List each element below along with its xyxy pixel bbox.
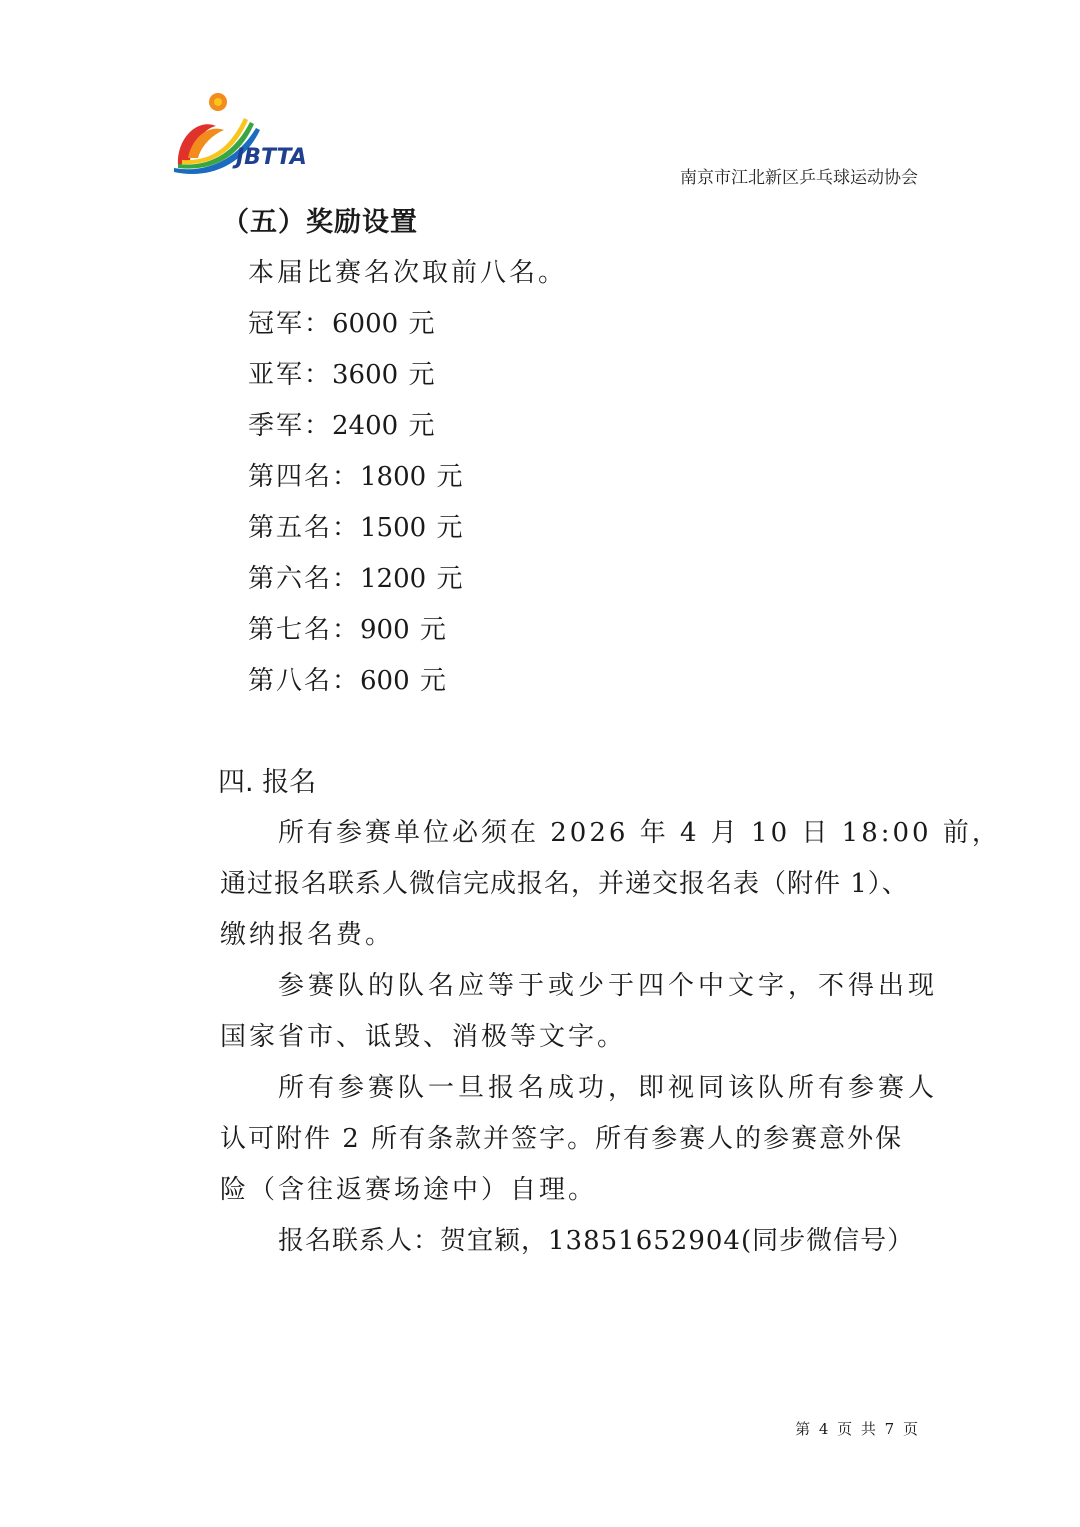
award-unit: 元 — [426, 513, 465, 543]
registration-contact: 报名联系人：贺宜颖，13851652904(同步微信号） — [278, 1226, 915, 1256]
award-unit: 元 — [398, 411, 437, 441]
award-item — [248, 660, 448, 697]
award-unit: 元 — [409, 615, 448, 645]
paragraph-line: 所有参赛单位必须在 2026 年 4 月 10 日 18:00 前， — [278, 818, 1001, 848]
paragraph-line: 参赛队的队名应等于或少于四个中文字，不得出现 — [278, 971, 939, 1001]
award-amount: 1200 — [360, 564, 427, 594]
award-amount: 1500 — [360, 513, 427, 543]
award-item — [248, 507, 464, 544]
award-rank: 亚军： — [248, 360, 333, 390]
award-unit: 元 — [426, 564, 465, 594]
award-rank: 第四名： — [248, 462, 361, 492]
paragraph-line: 通过报名联系人微信完成报名，并递交报名表（附件 1）、 — [220, 869, 909, 899]
organization-name: 南京市江北新区乒乓球运动协会 — [680, 168, 918, 188]
award-item — [248, 354, 436, 391]
award-amount: 1800 — [360, 462, 427, 492]
section-heading-registration: 四. 报名 — [218, 767, 317, 798]
award-unit: 元 — [398, 360, 437, 390]
award-item — [248, 303, 436, 340]
paragraph-line: 国家省市、诋毁、消极等文字。 — [220, 1022, 627, 1052]
award-amount: 900 — [360, 615, 410, 645]
paragraph-line: 险（含往返赛场途中）自理。 — [220, 1175, 598, 1205]
page-number: 第 4 页 共 7 页 — [795, 1420, 920, 1438]
award-amount: 2400 — [332, 411, 399, 441]
award-rank: 第五名： — [248, 513, 361, 543]
paragraph-line: 所有参赛队一旦报名成功，即视同该队所有参赛人 — [278, 1073, 939, 1103]
award-rank: 第六名： — [248, 564, 361, 594]
award-unit: 元 — [398, 309, 437, 339]
jbtta-logo — [168, 88, 318, 178]
award-rank: 季军： — [248, 411, 333, 441]
award-amount: 600 — [360, 666, 410, 696]
award-amount: 6000 — [332, 309, 399, 339]
award-unit: 元 — [409, 666, 448, 696]
award-amount: 3600 — [332, 360, 399, 390]
award-rank: 第七名： — [248, 615, 361, 645]
award-unit: 元 — [426, 462, 465, 492]
logo-text: JBTTA — [236, 145, 307, 170]
award-item — [248, 609, 448, 646]
paragraph-line: 缴纳报名费。 — [220, 920, 395, 950]
paragraph-line: 认可附件 2 所有条款并签字。所有参赛人的参赛意外保 — [220, 1124, 904, 1154]
award-item — [248, 405, 436, 442]
award-item — [248, 456, 464, 493]
award-rank: 第八名： — [248, 666, 361, 696]
award-item — [248, 558, 464, 595]
awards-intro: 本届比赛名次取前八名。 — [248, 258, 568, 288]
award-rank: 冠军： — [248, 309, 333, 339]
section-heading-awards: （五）奖励设置 — [222, 207, 418, 238]
